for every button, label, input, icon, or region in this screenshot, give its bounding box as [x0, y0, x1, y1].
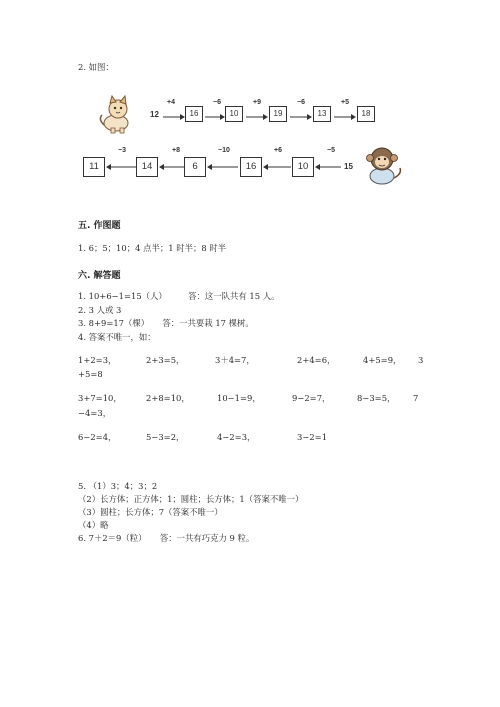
chain2-op: −5: [327, 147, 335, 154]
arrow-left-icon: [263, 164, 291, 170]
monkey-illustration: [360, 144, 404, 186]
arrow-right-icon: [290, 114, 312, 120]
chain1-box: 18: [357, 106, 375, 122]
section6-title: 六. 解答题: [78, 271, 121, 281]
equation: 2+4=6，: [297, 355, 336, 365]
arrow-right-icon: [205, 114, 225, 120]
section5-title: 五. 作图题: [78, 221, 121, 231]
chain1-op: +4: [167, 99, 175, 106]
arrow-left-icon: [106, 164, 136, 170]
equation: 2+8=10，: [146, 393, 190, 403]
chain1-op: +9: [253, 99, 261, 106]
equation: 4+5=9，: [363, 355, 402, 365]
chain2-box: 6: [184, 157, 206, 177]
equation: 7: [413, 393, 419, 403]
chain1-start: 12: [150, 110, 159, 119]
answer-line: 2. 3 人或 3: [78, 305, 122, 315]
chain1-op: −6: [213, 99, 221, 106]
chain1-box: 19: [269, 106, 287, 122]
arrow-right-icon: [334, 114, 356, 120]
chain1-op: +5: [341, 99, 349, 106]
equation: 10−1=9，: [217, 393, 261, 403]
chain2-box: 11: [83, 157, 105, 177]
equation: −4=3，: [78, 408, 112, 418]
chain2-op: −10: [218, 147, 230, 154]
chain2-box: 10: [292, 157, 314, 177]
chain2-box: 16: [240, 157, 262, 177]
arrow-right-icon: [163, 114, 185, 120]
equation: 2+3=5，: [146, 355, 185, 365]
answer-line: 5. （1）3；4；3；2: [78, 481, 158, 491]
chain2-op: +6: [274, 147, 282, 154]
chain1-box: 13: [313, 106, 331, 122]
answer-line: （2）长方体；正方体；1；圆柱；长方体；1（答案不唯一）: [78, 494, 304, 504]
arrow-left-icon: [315, 164, 341, 170]
chain2-start: 15: [344, 162, 353, 171]
q2-title: 2. 如图：: [78, 62, 114, 72]
answer-line: 3. 8+9=17（棵） 答：一共要栽 17 棵树。: [78, 318, 254, 328]
cat-illustration: [96, 95, 140, 135]
chain2-box: 14: [136, 157, 158, 177]
answer-line: （4）略: [78, 520, 109, 530]
equation: 5−3=2，: [146, 432, 185, 442]
chain1-box: 10: [225, 106, 243, 122]
arrow-left-icon: [207, 164, 238, 170]
arrow-left-icon: [159, 164, 184, 170]
arrow-right-icon: [246, 114, 268, 120]
chain1-box: 16: [185, 106, 203, 122]
equation: 6−2=4，: [78, 432, 117, 442]
answer-line: 6. 7＋2＝9（粒） 答：一共有巧克力 9 粒。: [78, 533, 255, 543]
answer-line: （3）圆柱；长方体；7（答案不唯一）: [78, 507, 223, 517]
equation: 3+7=10，: [78, 393, 122, 403]
equation: +5=8: [78, 369, 103, 379]
chain2-op: +8: [172, 147, 180, 154]
equation: 1+2=3，: [78, 355, 117, 365]
chain2-op: −3: [118, 147, 126, 154]
answer-line: 1. 10+6−1=15（人） 答：这一队共有 15 人。: [78, 291, 280, 301]
chain1-op: −6: [297, 99, 305, 106]
equation: 9−2=7，: [292, 393, 331, 403]
answer-line: 4. 答案不唯一，如：: [78, 332, 156, 342]
equation: 3＋4=7，: [215, 355, 255, 365]
equation: 3−2=1: [297, 432, 328, 442]
equation: 4−2=3，: [217, 432, 256, 442]
equation: 8−3=5，: [357, 393, 396, 403]
section5-answer: 1. 6；5；10；4 点半；1 时半；8 时半: [78, 243, 227, 253]
equation: 3: [418, 355, 424, 365]
